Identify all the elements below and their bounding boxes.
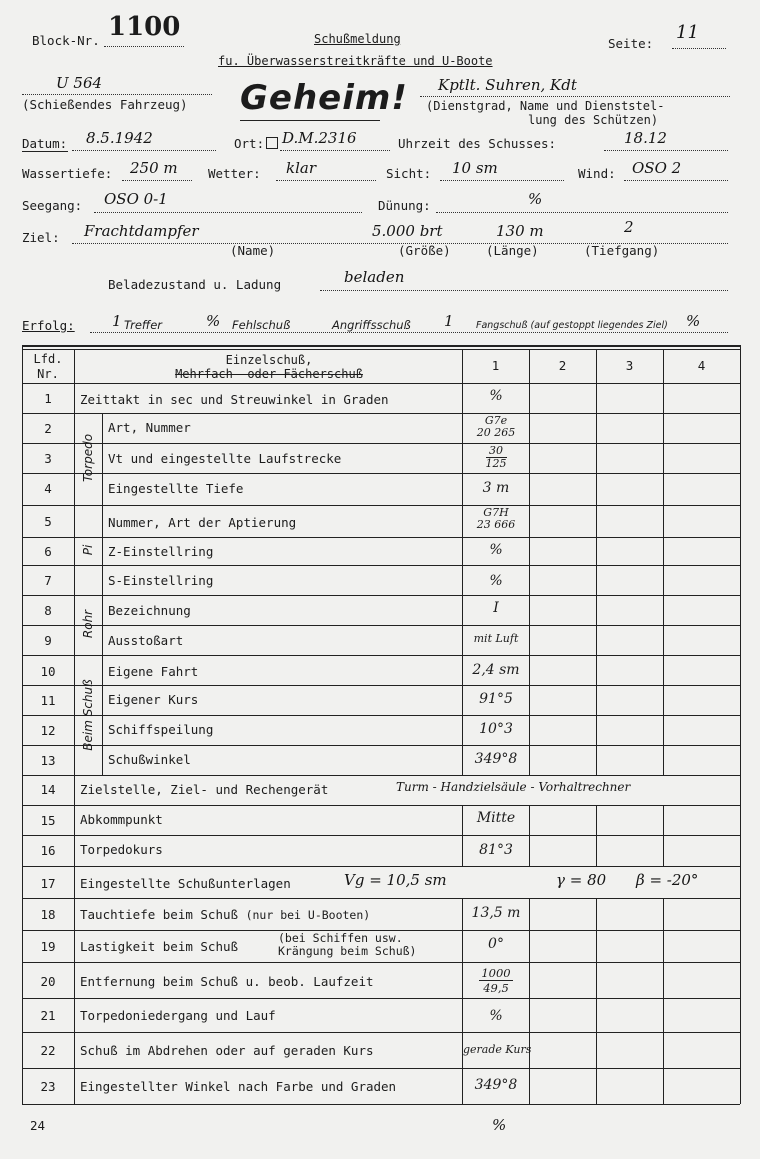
row-nr: 6 [44,544,52,559]
row-value [463,966,529,996]
row-value: % [489,573,503,589]
ziel-tiefgang-label: (Tiefgang) [584,243,660,258]
row-nr: 13 [40,753,56,768]
row-nr: 18 [40,907,56,922]
row-line [22,443,740,444]
group-beim-schuss: Beim Schuß [81,679,95,751]
row-line [22,383,740,384]
row-value-gamma: γ = 80 [556,871,607,889]
row-line [22,715,740,716]
geheim-stamp: Geheim! [240,78,408,118]
row-label: Abkommpunkt [80,812,163,827]
row-line [22,866,740,867]
ziel-laenge-label: (Länge) [486,243,539,258]
row-nr: 2 [44,421,52,436]
row-line [22,835,740,836]
row-value-beta: β = -20° [636,871,699,889]
row-value: % [489,542,503,558]
wetter-label: Wetter: [208,166,261,181]
fehlschuss-label: Fehlschuß [232,318,291,332]
belade-line [320,290,728,291]
group-sep [74,595,102,596]
group-torpedo: Torpedo [81,433,95,483]
header-col-1: 1 [491,358,500,373]
row-value-top: G7H [483,506,509,519]
row-line [22,775,740,776]
duenung-value: % [528,190,543,208]
row-line [22,537,740,538]
wetter-line [276,180,376,181]
row-nr: 10 [40,664,56,679]
row-label: Nummer, Art der Aptierung [108,515,297,530]
page-value: 11 [676,22,699,43]
row-line [22,413,740,414]
row-nr: 16 [40,843,56,858]
wind-label: Wind: [578,166,616,181]
row-nr: 9 [44,633,52,648]
wind-value: OSO 2 [632,159,682,177]
row-value: % [489,1008,503,1024]
block-nr-value: 1100 [108,12,181,42]
seegang-label: Seegang: [22,198,83,213]
ziel-groesse-label: (Größe) [398,243,451,258]
vessel-label: (Schießendes Fahrzeug) [22,97,188,112]
row-label: Torpedoniedergang und Lauf [80,1008,276,1023]
row-value [463,445,529,471]
row-label: Z-Einstellring [108,544,214,559]
group-sep [74,505,102,506]
row-value: 81°3 [479,842,513,858]
row-label-note: (nur bei U-Booten) [245,908,371,922]
sicht-label: Sicht: [386,166,432,181]
row-label: Schiffspeilung [108,722,214,737]
row-value-bottom: 49,5 [483,981,509,995]
row-value: 349°8 [474,1077,518,1093]
ziel-tiefgang-value: 2 [624,218,634,236]
datum-underline [22,151,68,152]
row-value: 349°8 [474,751,518,767]
block-nr-label: Block-Nr. [32,33,100,48]
row-label: Ausstoßart [108,633,184,648]
row-value-top: 1000 [481,966,511,980]
sicht-line [440,180,564,181]
row-value-top: 30 [486,445,507,458]
row-label: Torpedokurs [80,842,163,857]
row-label-main: Tauchtiefe beim Schuß [80,907,239,922]
row-value-vg: Vg = 10,5 sm [344,871,447,889]
row-line [22,998,740,999]
row-value-top: G7e [484,414,508,427]
group-col-line [102,413,103,775]
shooter-value: Kptlt. Suhren, Kdt [438,76,577,94]
group-sep [74,655,102,656]
header-col-4: 4 [697,358,706,373]
col-line [74,349,75,1104]
uhrzeit-label: Uhrzeit des Schusses: [398,136,557,151]
row-nr: 8 [44,603,52,618]
seegang-value: OSO 0-1 [104,190,168,208]
ziel-groesse-value: 5.000 brt [372,222,443,240]
col-line [596,349,597,775]
row-value: 2,4 sm [472,662,520,678]
row-value-bottom: 23 666 [476,518,516,531]
col-line [462,349,463,775]
ort-checkbox [266,137,278,149]
uhrzeit-line [604,150,728,151]
header-col-2: 2 [558,358,567,373]
row-label: Art, Nummer [108,420,191,435]
row-label: Bezeichnung [108,603,191,618]
form-subtitle: fu. Überwasserstreitkräfte und U-Boote [218,54,493,68]
row-label: Eigene Fahrt [108,664,199,679]
row-label [80,907,370,922]
vessel-value: U 564 [56,74,103,92]
row-nr: 1 [44,391,52,406]
row-label: Schuß im Abdrehen oder auf geraden Kurs [80,1043,374,1058]
row-label: Eigener Kurs [108,692,199,707]
header-mehrfach: Mehrfach- oder Fächerschuß [175,367,363,381]
block-nr-line [104,46,184,47]
row-value: I [493,600,499,616]
row-label: Eingestellter Winkel nach Farbe und Graden [80,1079,397,1094]
duenung-line [436,212,728,213]
row-label-note [278,932,416,958]
col-line [529,805,530,866]
row-line [22,1068,740,1069]
ziel-label: Ziel: [22,230,60,245]
wassertiefe-label: Wassertiefe: [22,166,113,181]
row-label: Vt und eingestellte Laufstrecke [108,451,342,466]
belade-label: Beladezustand u. Ladung [108,277,282,292]
vessel-line [22,94,212,95]
row-line [22,898,740,899]
row-label: Eingestellte Schußunterlagen [80,876,291,891]
uhrzeit-value: 18.12 [624,129,667,147]
row-label: Zielstelle, Ziel- und Rechengerät [80,782,329,797]
row-line [22,565,740,566]
ziel-laenge-value: 130 m [496,222,544,240]
row-nr: 7 [44,573,52,588]
erfolg-label: Erfolg: [22,318,75,333]
col-line [462,898,463,1104]
row-label: Entfernung beim Schuß u. beob. Laufzeit [80,974,374,989]
ziel-value: Frachtdampfer [84,222,199,240]
row-24-nr: 24 [30,1118,46,1133]
row-line [22,505,740,506]
group-pi: Pi [81,544,95,556]
belade-value: beladen [344,268,405,286]
row-24-value: % [492,1116,507,1134]
datum-value: 8.5.1942 [86,129,153,147]
row-nr: 11 [40,693,56,708]
row-nr: 4 [44,481,52,496]
wassertiefe-value: 250 m [130,159,178,177]
row-line [22,685,740,686]
row-value: 3 m [482,480,510,496]
shooter-label-1: (Dienstgrad, Name und Dienststel- [426,99,665,113]
row-nr: 5 [44,514,52,529]
row-nr: 3 [44,451,52,466]
ort-value: D.M.2316 [282,129,357,147]
shooter-line [420,96,730,97]
row-label: Lastigkeit beim Schuß [80,939,239,954]
row-value-bottom: 20 265 [476,426,516,439]
row-value: mit Luft [473,632,519,645]
treffer-value: 1 [112,312,122,330]
row-line [22,805,740,806]
row-nr: 12 [40,723,56,738]
row-line [22,962,740,963]
fang-label: Fangschuß (auf gestoppt liegendes Ziel) [476,320,668,331]
erfolg-line [90,332,728,333]
col-line [529,898,530,1104]
col-line [663,898,664,1104]
row-nr: 17 [40,876,56,891]
row-fraction [479,966,512,995]
ort-line [280,150,390,151]
row-nr: 23 [40,1079,56,1094]
row-value [463,507,529,531]
row-value: 10°3 [479,721,513,737]
sicht-value: 10 sm [452,159,498,177]
row-label: Schußwinkel [108,752,191,767]
row-label-note-1: (bei Schiffen usw. [278,931,403,945]
datum-label: Datum: [22,136,68,151]
header-nr: Lfd. Nr. [33,352,63,381]
group-rohr: Rohr [81,609,95,639]
ziel-name-label: (Name) [230,243,276,258]
row-line [22,595,740,596]
row-line [22,1032,740,1033]
row-nr: 22 [40,1043,56,1058]
header-einzelschuss: Einzelschuß, [225,353,313,367]
row-value: Mitte [476,810,516,826]
table-top-line-2 [22,349,740,350]
shooter-label-2: lung des Schützen) [528,113,659,127]
page-line [672,48,726,49]
row-nr: 20 [40,974,56,989]
row-line [22,1104,740,1105]
row-label: Zeittakt in sec und Streuwinkel in Graden [80,392,389,407]
duenung-label: Dünung: [378,198,431,213]
row-line [22,473,740,474]
row-value: 91°5 [479,691,513,707]
treffer-label: Treffer [124,318,163,332]
row-value: 0° [488,936,504,952]
col-line [663,349,664,775]
row-value-wide: Turm - Handzielsäule - Vorhaltrechner [396,780,631,794]
header-col-3: 3 [625,358,634,373]
row-value [463,415,529,439]
table-top-line [22,345,740,347]
row-fraction [486,445,507,470]
col-line [596,898,597,1104]
fehlschuss-value: % [206,312,221,330]
row-value: 13,5 m [471,905,521,921]
row-nr: 21 [40,1008,56,1023]
row-label: S-Einstellring [108,573,214,588]
col-line [663,805,664,866]
row-line [22,745,740,746]
wetter-value: klar [286,159,316,177]
row-nr: 19 [40,939,56,954]
ort-label: Ort: [234,136,265,151]
wind-line [624,180,728,181]
angriff-value: 1 [444,312,454,330]
seegang-line [94,212,362,213]
row-nr: 14 [40,782,56,797]
row-nr: 15 [40,813,56,828]
row-value: % [489,388,503,404]
row-value-bottom: 125 [485,457,507,470]
row-line [22,625,740,626]
col-line [740,345,741,1104]
col-line [596,805,597,866]
fang-value: % [686,312,701,330]
page-label: Seite: [608,36,654,51]
geheim-underline [240,120,380,121]
col-line [529,349,530,775]
row-label: Eingestellte Tiefe [108,481,244,496]
datum-line [72,150,216,151]
row-value: gerade Kurs [463,1043,532,1056]
row-label-note-2: Krängung beim Schuß) [278,944,417,958]
angriff-label: Angriffsschuß [332,318,411,332]
wassertiefe-line [122,180,192,181]
form-title: Schußmeldung [314,32,401,46]
row-line [22,655,740,656]
